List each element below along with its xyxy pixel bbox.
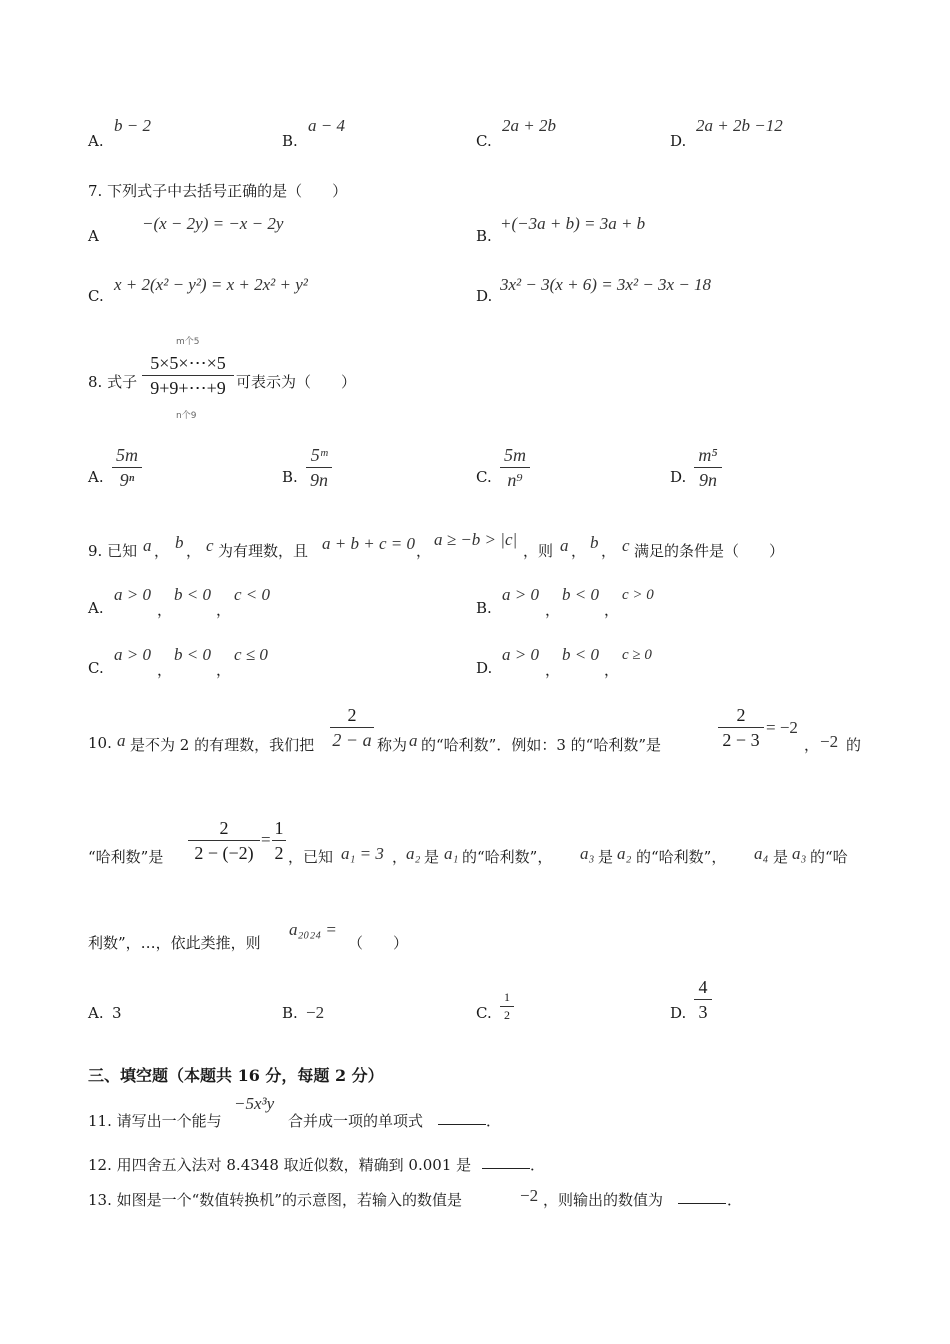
question-prefix: 8. 式子 bbox=[88, 373, 138, 391]
period: ． bbox=[727, 1191, 743, 1209]
fraction-bar bbox=[188, 840, 260, 841]
option-label: A. bbox=[88, 468, 104, 486]
option-expr: x + 2(x² − y²) = x + 2x² + y² bbox=[114, 275, 308, 294]
fraction-denominator: 2 − a bbox=[332, 730, 372, 750]
question-text: 是 bbox=[598, 848, 614, 866]
option-label: A. bbox=[88, 132, 104, 150]
question-text: 的“哈利数”， bbox=[636, 848, 727, 866]
option-expr: b < 0 bbox=[562, 645, 599, 664]
q8-fraction bbox=[142, 352, 234, 399]
fraction-denominator: 2 bbox=[504, 1008, 510, 1022]
fraction-numerator: 2 bbox=[736, 705, 746, 725]
var: a₃ bbox=[792, 844, 807, 863]
answer-blank[interactable] bbox=[438, 1110, 486, 1129]
var: a₄ bbox=[754, 844, 769, 863]
question-text: 满足的条件是（ ） bbox=[634, 542, 785, 560]
expression: −5x³y bbox=[234, 1094, 275, 1113]
option-fraction bbox=[500, 444, 530, 491]
fraction-bar bbox=[306, 467, 332, 468]
fraction-bar bbox=[142, 375, 234, 376]
comma: ， bbox=[604, 601, 620, 619]
comma: ， bbox=[545, 661, 561, 679]
section-heading: 三、填空题（本题共 16 分，每题 2 分） bbox=[88, 1066, 384, 1085]
equals: = bbox=[261, 830, 271, 849]
fraction-denominator: 9n bbox=[310, 470, 328, 490]
option-expr: b < 0 bbox=[174, 645, 211, 664]
fraction bbox=[272, 817, 286, 864]
question-number: 10. bbox=[88, 734, 112, 752]
fraction-numerator: 1 bbox=[274, 818, 284, 838]
period: ． bbox=[486, 1112, 502, 1130]
fraction-numerator: m⁵ bbox=[698, 445, 718, 465]
condition-2: a ≥ −b > |c| bbox=[434, 530, 518, 549]
equation: a₂₀₂₄ = bbox=[289, 920, 337, 939]
question-text: 是不为 2 的有理数，我们把 bbox=[130, 736, 315, 754]
var-b: b bbox=[175, 533, 184, 552]
comma: ， bbox=[416, 542, 432, 560]
option-value: −2 bbox=[306, 1003, 325, 1022]
question-text: 12. 用四舍五入法对 8.4348 取近似数，精确到 0.001 是 bbox=[88, 1156, 472, 1174]
option-expr: b < 0 bbox=[174, 585, 211, 604]
option-label: B. bbox=[476, 227, 492, 245]
answer-blank[interactable] bbox=[482, 1154, 530, 1173]
fraction-bar bbox=[500, 467, 530, 468]
var: a₁ bbox=[444, 844, 459, 863]
option-expr: −(x − 2y) = −x − 2y bbox=[142, 214, 284, 233]
option-expr: a > 0 bbox=[114, 645, 151, 664]
comma: ， bbox=[186, 542, 202, 560]
comma: ， bbox=[216, 661, 232, 679]
question-text: “哈利数”是 bbox=[88, 848, 164, 866]
comma: ， bbox=[392, 848, 408, 866]
fraction bbox=[330, 704, 374, 751]
answer-blank[interactable] bbox=[678, 1189, 726, 1208]
fraction-numerator: 4 bbox=[698, 977, 708, 997]
option-expr: 3x² − 3(x + 6) = 3x² − 3x − 18 bbox=[500, 275, 712, 294]
equation: = −2 bbox=[766, 718, 798, 737]
option-expr: b − 2 bbox=[114, 116, 151, 135]
question-text: 是 bbox=[773, 848, 789, 866]
fraction-bar bbox=[694, 467, 722, 468]
option-label: C. bbox=[88, 287, 104, 305]
fraction-denominator: 2 bbox=[274, 843, 284, 863]
value: −2 bbox=[820, 732, 839, 751]
fraction-denominator: 9n bbox=[699, 470, 717, 490]
option-label: D. bbox=[670, 132, 687, 150]
question-text: （ ） bbox=[348, 934, 409, 952]
question-text: 的 bbox=[846, 736, 862, 754]
fraction-denominator: 2 − (−2) bbox=[194, 843, 254, 863]
overbrace-note: m个5 bbox=[176, 337, 200, 347]
comma: ， bbox=[545, 601, 561, 619]
option-label: A. bbox=[88, 1004, 104, 1022]
question-text: 称为 bbox=[377, 736, 408, 754]
fraction-numerator: 2 bbox=[347, 705, 357, 725]
option-expr: a − 4 bbox=[308, 116, 345, 135]
option-label: C. bbox=[476, 132, 492, 150]
comma: ， bbox=[157, 661, 173, 679]
question-text: ，已知 bbox=[288, 848, 334, 866]
option-label: B. bbox=[476, 599, 492, 617]
option-expr: 2a + 2b −12 bbox=[696, 116, 783, 135]
option-fraction bbox=[694, 976, 712, 1023]
fraction-numerator: 5m bbox=[504, 445, 526, 465]
var-c: c bbox=[206, 536, 214, 555]
question-text: 是 bbox=[424, 848, 440, 866]
question-text: 11. 请写出一个能与 bbox=[88, 1112, 222, 1130]
fraction-denominator: 9+9+⋯+9 bbox=[150, 378, 226, 398]
fraction-bar bbox=[718, 727, 764, 728]
option-fraction bbox=[500, 990, 514, 1023]
equation: a₁ = 3 bbox=[341, 844, 384, 863]
option-label: D. bbox=[476, 659, 493, 677]
var-a: a bbox=[117, 731, 126, 750]
question-text: 的“哈利数”， bbox=[462, 848, 553, 866]
option-label: D. bbox=[670, 1004, 687, 1022]
condition-1: a + b + c = 0 bbox=[322, 534, 415, 553]
option-label: A. bbox=[88, 599, 104, 617]
option-fraction bbox=[694, 444, 722, 491]
option-label: D. bbox=[670, 468, 687, 486]
option-label: A bbox=[88, 227, 99, 245]
comma: ， bbox=[804, 736, 820, 754]
fraction-bar bbox=[500, 1006, 514, 1007]
option-label: B. bbox=[282, 1004, 298, 1022]
question-suffix: 可表示为（ ） bbox=[236, 373, 357, 391]
var: a₂ bbox=[406, 844, 421, 863]
option-label: C. bbox=[476, 1004, 492, 1022]
option-expr: +(−3a + b) = 3a + b bbox=[500, 214, 646, 233]
fraction-denominator: 9ⁿ bbox=[119, 470, 135, 490]
option-fraction bbox=[306, 444, 332, 491]
question-text: 利数”，…，依此类推，则 bbox=[88, 934, 261, 952]
option-label: C. bbox=[88, 659, 104, 677]
comma: ， bbox=[216, 601, 232, 619]
fraction-denominator: n⁹ bbox=[507, 470, 523, 490]
fraction-numerator: 2 bbox=[219, 818, 229, 838]
fraction bbox=[188, 817, 260, 864]
var-a: a bbox=[409, 731, 418, 750]
option-expr: b < 0 bbox=[562, 585, 599, 604]
option-expr: a > 0 bbox=[114, 585, 151, 604]
fraction-bar bbox=[272, 840, 286, 841]
question-text: 的“哈 bbox=[810, 848, 848, 866]
option-expr: c < 0 bbox=[234, 585, 271, 604]
fraction-numerator: 5m bbox=[116, 445, 138, 465]
question-text: ，则输出的数值为 bbox=[543, 1191, 664, 1209]
fraction-bar bbox=[330, 727, 374, 728]
option-expr: c ≤ 0 bbox=[234, 645, 268, 664]
var: a₃ bbox=[580, 844, 595, 863]
option-expr: c ≥ 0 bbox=[622, 647, 652, 663]
fraction-numerator: 5ᵐ bbox=[310, 445, 328, 465]
var-b: b bbox=[590, 533, 599, 552]
option-fraction bbox=[112, 444, 142, 491]
fraction-denominator: 3 bbox=[698, 1002, 708, 1022]
option-expr: 2a + 2b bbox=[502, 116, 556, 135]
fraction-numerator: 5×5×⋯×5 bbox=[150, 353, 226, 373]
option-label: B. bbox=[282, 132, 298, 150]
period: ． bbox=[530, 1156, 546, 1174]
option-value: 3 bbox=[112, 1004, 122, 1022]
fraction-bar bbox=[112, 467, 142, 468]
option-expr: a > 0 bbox=[502, 645, 539, 664]
fraction bbox=[718, 704, 764, 751]
option-label: B. bbox=[282, 468, 298, 486]
question-text: 13. 如图是一个“数值转换机”的示意图，若输入的数值是 bbox=[88, 1191, 462, 1209]
comma: ， bbox=[604, 661, 620, 679]
var-a: a bbox=[560, 536, 569, 555]
option-label: C. bbox=[476, 468, 492, 486]
var: a₂ bbox=[617, 844, 632, 863]
fraction-bar bbox=[694, 999, 712, 1000]
question-text: 的“哈利数”．例如：3 的“哈利数”是 bbox=[421, 736, 661, 754]
comma: ， bbox=[571, 542, 587, 560]
underbrace-note: n个9 bbox=[176, 411, 197, 421]
question-text: 合并成一项的单项式 bbox=[288, 1112, 424, 1130]
comma: ， bbox=[157, 601, 173, 619]
question-stem: 7. 下列式子中去括号正确的是（ ） bbox=[88, 182, 348, 200]
option-expr: c > 0 bbox=[622, 587, 654, 603]
var-c: c bbox=[622, 536, 630, 555]
question-text: ，则 bbox=[523, 542, 554, 560]
option-label: D. bbox=[476, 287, 493, 305]
question-text: 为有理数，且 bbox=[218, 542, 309, 560]
fraction-denominator: 2 − 3 bbox=[722, 730, 760, 750]
question-text: 9. 已知 bbox=[88, 542, 138, 560]
fraction-numerator: 1 bbox=[504, 990, 510, 1004]
option-expr: a > 0 bbox=[502, 585, 539, 604]
comma: ， bbox=[601, 542, 617, 560]
comma: ， bbox=[154, 542, 170, 560]
value: −2 bbox=[520, 1186, 539, 1205]
var-a: a bbox=[143, 536, 152, 555]
